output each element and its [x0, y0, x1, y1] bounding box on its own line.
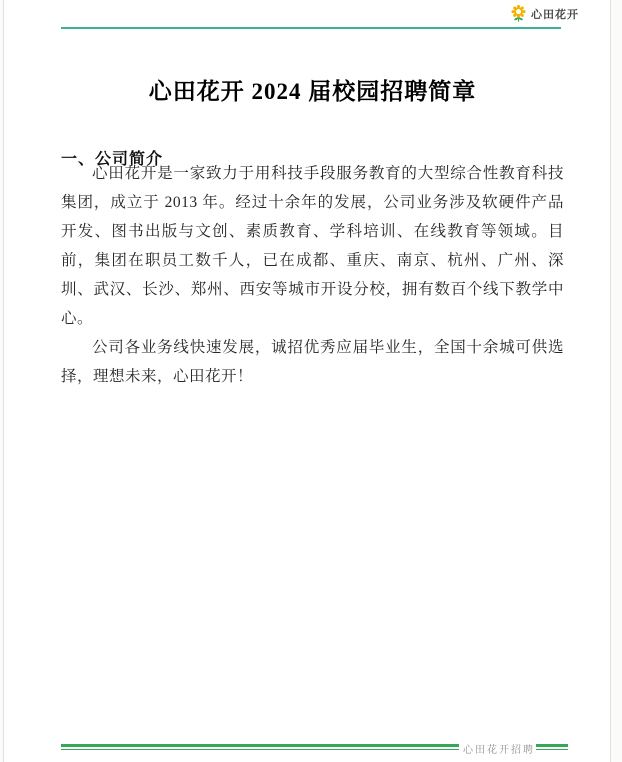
- section-body: [61, 159, 564, 391]
- header-logo-text: 心田花开: [531, 8, 579, 21]
- footer-text: 心田花开招聘: [463, 745, 535, 756]
- paragraph-company-intro: 心田花开是一家致力于用科技手段服务教育的大型综合性教育科技集团，成立于 2013 年。经过十余年的发展，公司业务涉及软硬件产品开发、图书出版与文创、素质教育、学科培训、在线教育等领域。目前，集团在职员工数千人，已在成都、重庆、南京、杭州、广州、深圳、武汉、长沙、郑州、西安等城市开设分校，拥有数百个线下教学中心。: [61, 165, 564, 327]
- footer-rule-right: [536, 744, 568, 750]
- document-title: 心田花开 2024 届校园招聘简章: [148, 79, 477, 105]
- footer-rule-left: [61, 744, 459, 750]
- header-logo: [510, 4, 579, 23]
- flower-logo-icon: [510, 4, 527, 23]
- paragraph-recruit-call: 公司各业务线快速发展，诚招优秀应届毕业生，全国十余城可供选择，理想未来，心田花开！: [61, 339, 564, 385]
- section-heading-company-intro: 一、公司简介: [61, 151, 164, 169]
- header-rule: [61, 27, 561, 29]
- document-page: [3, 0, 611, 762]
